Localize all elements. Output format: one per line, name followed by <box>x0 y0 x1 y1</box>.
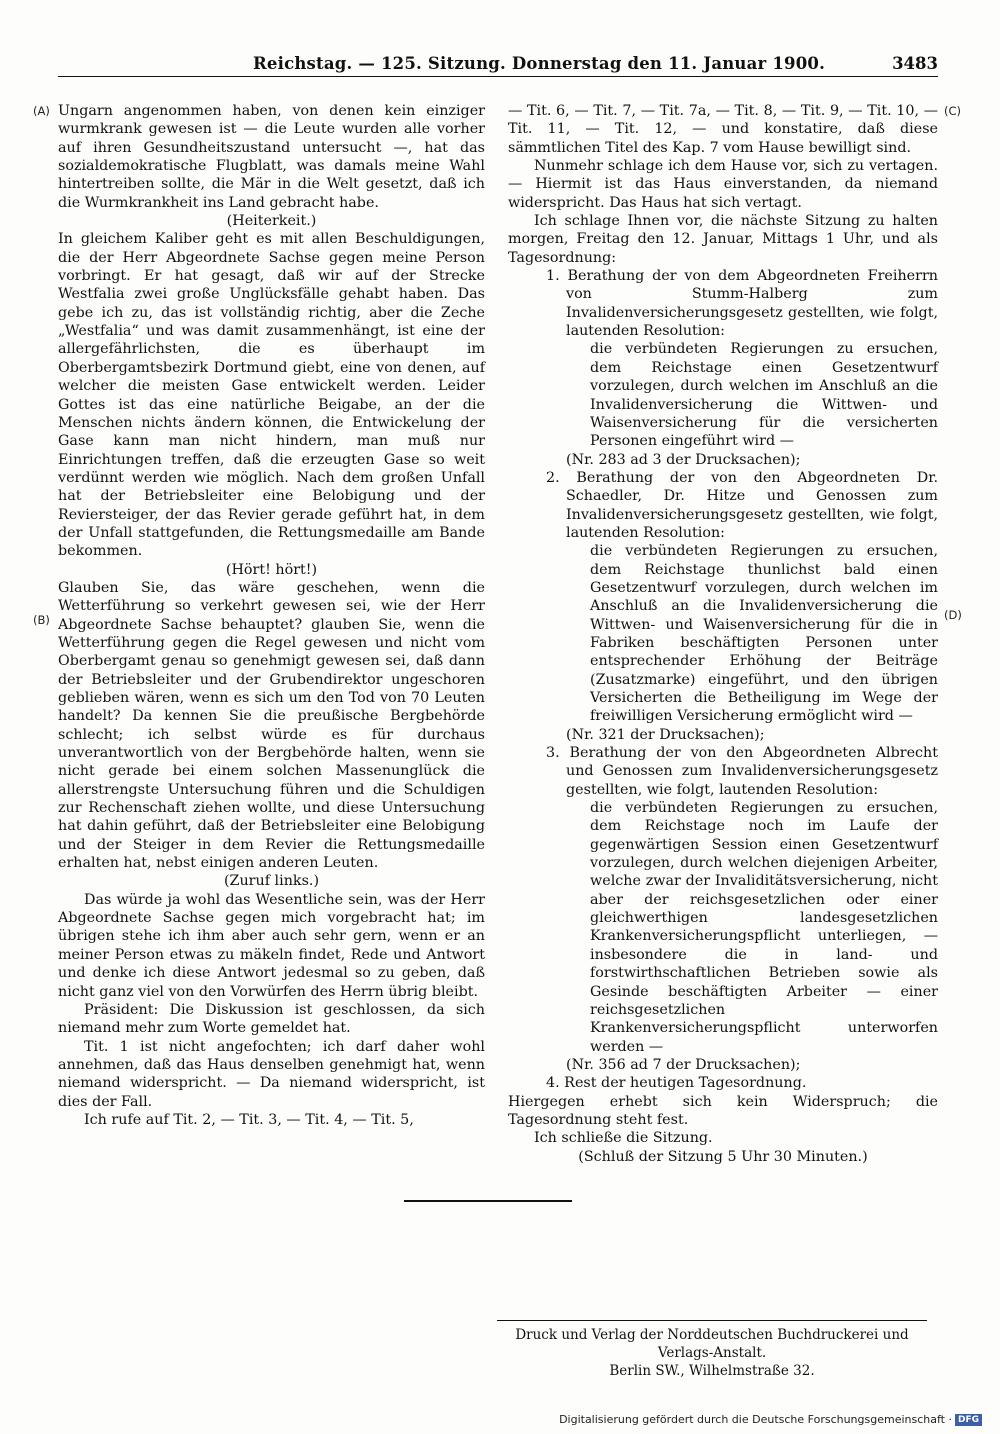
paragraph: die verbündeten Regierungen zu ersuchen, dem Reichstage noch im Laufe der gegenwärtigen Session einen Gesetzentwurf vorzulegen, durch welchen diejenigen Arbeiter, welche zwar der Invaliditätsversicherung, nicht aber der reichsgesetzlichen oder einer gleichwerthigen landesgesetzlichen Krankenversicherungspflicht unterliegen, — insbesondere die in land- und forstwirthschaftlichen Betrieben sowie als Gesinde beschäftigten Arbeiter — einer reichsgesetzlichen Krankenversicherungspflicht unterworfen werden — <box>590 800 938 1055</box>
imprint <box>497 1326 927 1380</box>
paragraph: Glauben Sie, das wäre geschehen, wenn die Wetterführung so verkehrt gewesen sei, wie der Herr Abgeordnete Sachse behauptet? glauben Sie, wenn die Wetterführung gegen die Regel gewesen und nicht vom Oberbergamt genau so genehmigt gewesen sei, daß dann der Betriebsleiter und der Grubendirektor ungeschoren geblieben wären, wenn es sich um den Tod von 70 Leuten handelt? Da kennen Sie die preußische Bergbehörde schlecht; ich selbst würde es für durchaus unverantwortlich von der Bergbehörde halten, wenn sie nicht gerade bei einem solchen Massenunglück die allerstrengste Untersuchung führen und die Schuldigen zur Rechenschaft ziehen wollte, und diese Untersuchung hat dahin geführt, daß der Betriebsleiter eine Belobigung und der Steiger in dem Revier die Rettungsmedaille erhalten hat, nebst einigen anderen Leuten. <box>58 579 485 872</box>
paragraph: Ich schließe die Sitzung. <box>534 1130 713 1147</box>
paragraph: 3. Berathung der von den Abgeordneten Albrecht und Genossen zum Invalidenversicherungsgesetz gestellten, wie folgt, lautenden Resolution: <box>546 745 938 798</box>
margin-marker-a: (A) <box>33 104 50 118</box>
paragraph: 1. Berathung der von dem Abgeordneten Freiherrn von Stumm-Halberg zum Invalidenversicherungsgesetz gestellten, wie folgt, lautenden Resolution: <box>546 268 938 340</box>
section-separator <box>404 1200 572 1202</box>
paragraph: (Zuruf links.) <box>223 873 320 890</box>
page-header <box>58 50 938 74</box>
paragraph: (Nr. 283 ad 3 der Drucksachen); <box>566 451 801 468</box>
right-column <box>508 102 938 1166</box>
paragraph: Ich rufe auf Tit. 2, — Tit. 3, — Tit. 4, — Tit. 5, <box>84 1111 414 1128</box>
footer-rule <box>497 1320 927 1321</box>
paragraph: (Heiterkeit.) <box>226 213 317 230</box>
paragraph: (Schluß der Sitzung 5 Uhr 30 Minuten.) <box>578 1148 868 1165</box>
imprint-line-2: Berlin SW., Wilhelmstraße 32. <box>609 1363 815 1379</box>
paragraph: Nunmehr schlage ich dem Hause vor, sich zu vertagen. — Hiermit ist das Haus einverstanden, da niemand widerspricht. Das Haus hat sich vertagt. <box>508 158 938 211</box>
credit-text: Digitalisierung gefördert durch die Deutsche Forschungsgemeinschaft · <box>559 1413 952 1426</box>
paragraph: Das würde ja wohl das Wesentliche sein, was der Herr Abgeordnete Sachse gegen mich vorgebracht hat; im übrigen stehe ich ihm aber auch sehr gern, wenn er an meiner Person etwas zu mäkeln findet, Rede und Antwort und denke ich diese Antwort jedesmal so zu geben, daß nicht ganz viel von den Vorwürfen des Herrn übrig bleibt. <box>58 891 485 1000</box>
paragraph: Präsident: Die Diskussion ist geschlossen, da sich niemand mehr zum Worte gemeldet hat. <box>58 1001 485 1037</box>
paragraph: Ich schlage Ihnen vor, die nächste Sitzung zu halten morgen, Freitag den 12. Januar, Mittags 1 Uhr, und als Tagesordnung: <box>508 213 938 266</box>
paragraph: Ungarn angenommen haben, von denen kein einziger wurmkrank gewesen ist — die Leute wurden alle vorher auf ihren Gesundheitszustand untersucht —, hat das sozialdemokratische Flugblatt, was damals meine Wahl hintertreiben sollte, die Mär in die Welt gesetzt, daß ich die Wurmkrankheit ins Land gebracht habe. <box>58 103 485 211</box>
left-column <box>58 102 485 1129</box>
paragraph: Hiergegen erhebt sich kein Widerspruch; die Tagesordnung steht fest. <box>508 1093 938 1128</box>
margin-marker-b: (B) <box>33 613 50 627</box>
header-rule <box>58 76 938 77</box>
paragraph: 4. Rest der heutigen Tagesordnung. <box>546 1075 807 1092</box>
paragraph: 2. Berathung der von den Abgeordneten Dr. Schaedler, Dr. Hitze und Genossen zum Invalidenversicherungsgesetz gestellten, wie folgt, lautenden Resolution: <box>546 469 938 541</box>
paragraph: (Nr. 356 ad 7 der Drucksachen); <box>566 1056 801 1073</box>
page-number: 3483 <box>892 54 938 73</box>
paragraph: (Nr. 321 der Drucksachen); <box>566 726 765 743</box>
paragraph: In gleichem Kaliber geht es mit allen Beschuldigungen, die der Herr Abgeordnete Sachse gegen meine Person vorbringt. Er hat gesagt, daß wir auf der Strecke Westfalia zwei große Unglücksfälle gehabt haben. Das gebe ich zu, das ist vollständig richtig, aber die Zeche „Westfalia“ und was damit zusammenhängt, ist eine der allergefährlichsten, die es überhaupt im Oberbergamtsbezirk Dortmund giebt, eine von denen, auf welcher die meisten Gase entwickelt werden. Leider Gottes ist das eine natürliche Beigabe, an der die Menschen nichts ändern können, die Entwickelung der Gase kann man nicht hindern, man muß nur Einrichtungen treffen, daß die erzeugten Gase so weit verdünnt werden wie möglich. Nach dem großen Unfall hat der Betriebsleiter eine Belobigung und der Reviersteiger, der das Revier gerade geführt hat, in dem der Unfall stattgefunden, die Rettungsmedaille am Bande bekommen. <box>58 231 485 560</box>
dfg-logo: DFG <box>955 1414 982 1426</box>
paragraph: (Hört! hört!) <box>225 561 318 578</box>
header-title: Reichstag. — 125. Sitzung. Donnerstag den 11. Januar 1900. <box>253 54 826 73</box>
imprint-line-1: Druck und Verlag der Norddeutschen Buchdruckerei und Verlags-Anstalt. <box>515 1327 909 1361</box>
paragraph: die verbündeten Regierungen zu ersuchen, dem Reichstage einen Gesetzentwurf vorzulegen, durch welchen im Anschluß an die Invalidenversicherung die Wittwen- und Waisenversicherung für die versicherten Personen eingeführt wird — <box>590 341 938 450</box>
margin-marker-c: (C) <box>944 104 962 118</box>
margin-marker-d: (D) <box>944 608 962 622</box>
digitization-credit <box>559 1413 982 1426</box>
paragraph: — Tit. 6, — Tit. 7, — Tit. 7a, — Tit. 8, — Tit. 9, — Tit. 10, — Tit. 11, — Tit. 12, — und konstatire, daß diese sämmtlichen Titel des Kap. 7 vom Hause bewilligt sind. <box>508 103 938 156</box>
paragraph: Tit. 1 ist nicht angefochten; ich darf daher wohl annehmen, daß das Haus denselben genehmigt hat, wenn niemand widerspricht. — Da niemand widerspricht, ist dies der Fall. <box>58 1038 485 1110</box>
paragraph: die verbündeten Regierungen zu ersuchen, dem Reichstage thunlichst bald einen Gesetzentwurf vorzulegen, durch welchen im Anschluß an die Invalidenversicherung die Wittwen- und Waisenversicherung für die in Fabriken beschäftigten Personen unter entsprechender Erhöhung der Beiträge (Zusatzmarke) eingeführt, und den übrigen Versicherten die Betheiligung im Wege der freiwilligen Versicherung ermöglicht wird — <box>590 543 938 725</box>
